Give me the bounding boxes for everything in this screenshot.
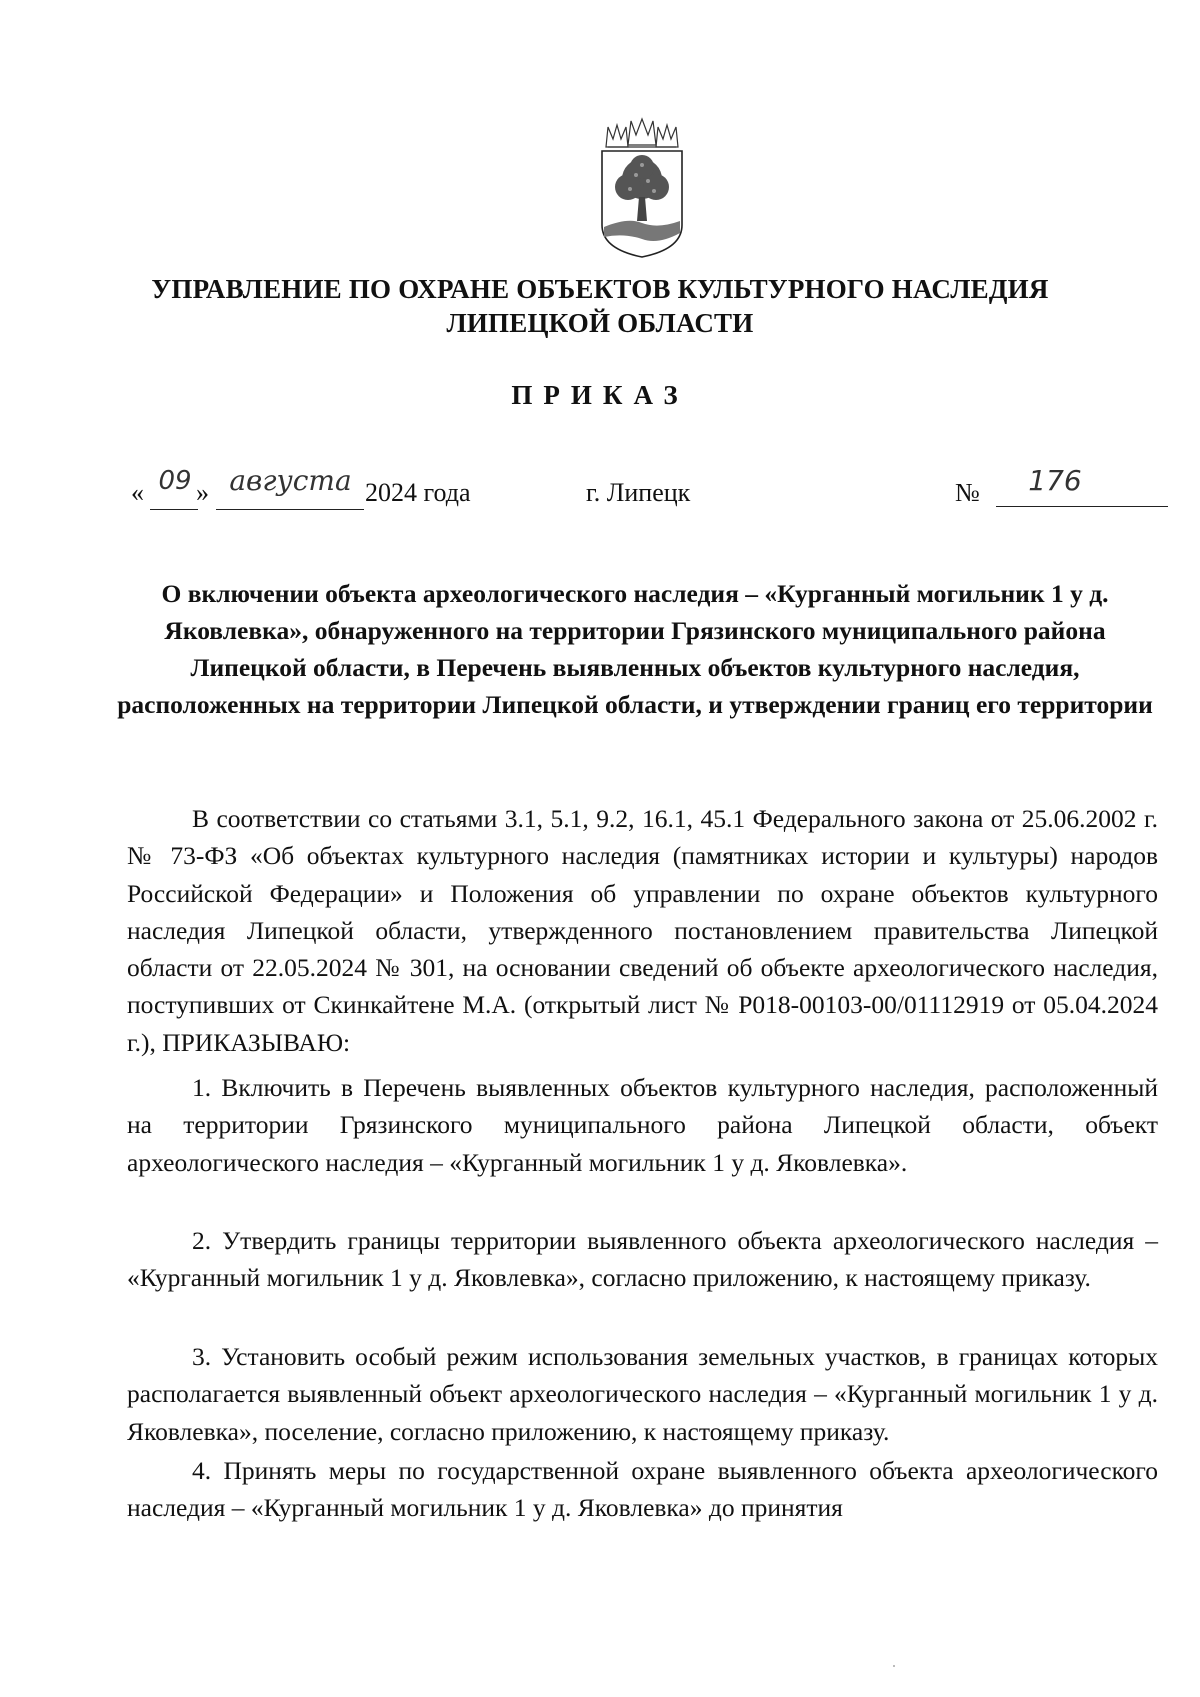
order-item-4 — [127, 1452, 1158, 1527]
preamble-paragraph — [127, 800, 1158, 1061]
agency-name-line1: УПРАВЛЕНИЕ ПО ОХРАНЕ ОБЪЕКТОВ КУЛЬТУРНОГО НАСЛЕДИЯ — [151, 274, 1049, 304]
order-item-1-text: 1. Включить в Перечень выявленных объектов культурного наследия, расположенный на территории Грязинского муниципального района Липецкой области, объект археологического наследия – «Курганный могильник 1 у д. Яковлевка». — [127, 1073, 1158, 1177]
order-item-1 — [127, 1069, 1158, 1181]
city-name: г. Липецк — [586, 478, 691, 507]
date-quote-open: « — [131, 478, 144, 507]
order-item-3-text: 3. Установить особый режим использования земельных участков, в границах которых располагается выявленный объект археологического наследия – «Курганный могильник 1 у д. Яковлевка», поселение, согласно приложению, к настоящему приказу. — [127, 1342, 1158, 1446]
order-subject: О включении объекта археологического наследия – «Курганный могильник 1 у д. Яковлевка», обнаруженного на территории Грязинского муниципального района Липецкой области, в Перечень выявленных объектов культурного наследия, расположенных на территории Липецкой области, и утверждении границ его территории — [117, 579, 1153, 719]
number-label: № — [955, 478, 980, 507]
day-underline — [150, 509, 198, 510]
coat-of-arms-icon — [598, 117, 686, 259]
order-item-3 — [127, 1338, 1158, 1450]
document-type-title: ПРИКАЗ — [511, 380, 689, 410]
handwritten-order-number: 176 — [1028, 464, 1082, 497]
handwritten-month: августа — [229, 464, 352, 497]
date-quote-close: » — [196, 478, 209, 507]
agency-name-line2: ЛИПЕЦКОЙ ОБЛАСТИ — [446, 308, 754, 338]
order-item-4-text: 4. Принять меры по государственной охране выявленного объекта археологического наследия – «Курганный могильник 1 у д. Яковлевка» до принятия — [127, 1456, 1158, 1523]
handwritten-day: 09 — [158, 466, 192, 496]
preamble-text: В соответствии со статьями 3.1, 5.1, 9.2, 16.1, 45.1 Федерального закона от 25.06.2002 г. № 73-ФЗ «Об объектах культурного наследия (памятниках истории и культуры) народов Российской Федерации» и Положения об управлении по охране объектов культурного наследия Липецкой области, утвержденного постановлением правительства Липецкой области от 22.05.2024 № 301, на основании сведений об объекте археологического наследия, поступивших от Скинкайтене М.А. (открытый лист № Р018-00103-00/01112919 от 05.04.2024 г.), ПРИКАЗЫВАЮ: — [127, 804, 1158, 1057]
order-item-2-text: 2. Утвердить границы территории выявленного объекта археологического наследия – «Курганный могильник 1 у д. Яковлевка», согласно приложению, к настоящему приказу. — [127, 1226, 1158, 1293]
month-underline — [216, 509, 364, 510]
scan-speck — [893, 1665, 895, 1667]
number-underline — [996, 506, 1168, 507]
date-year: 2024 года — [365, 478, 471, 507]
order-item-2 — [127, 1222, 1158, 1297]
